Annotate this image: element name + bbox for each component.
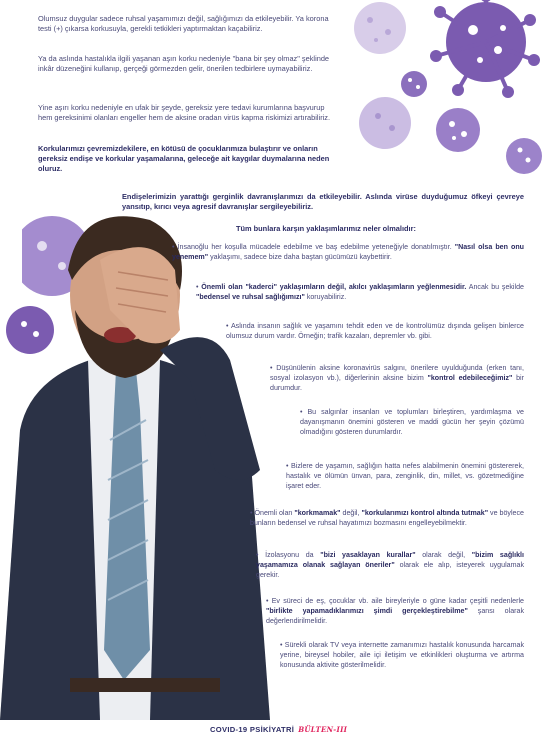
list-item: • İzolasyonu da "bizi yasaklayan kurallar" olarak değil, "bizim sağlıklı yaşamamıza olanak sağlayan öneriler" olarak ele alıp, isteyerek uygulamak gerekir. bbox=[256, 551, 524, 579]
intro-paragraph-5: Endişelerimizin yarattığı gerginlik davranışlarımızı da etkileyebilir. Aslında virüse duyduğumuz öfkeyi çevreye yansıtıp, kırıcı veya agresif davranışlar sergileyebiliriz. bbox=[122, 192, 524, 212]
list-item: • Önemli olan "korkmamak" değil, "korkularımızı kontrol altında tutmak" ve böylece bunların bedensel ve ruhsal hayatımızı bozmasını engelleyebilmektir. bbox=[250, 509, 524, 527]
section-heading: Tüm bunlara karşın yaklaşımlarımız neler olmalıdır: bbox=[236, 224, 416, 233]
list-item: • İnsanoğlu her koşulla mücadele edebilme ve baş edebilme yeteneğiyle donatılmıştır. "Nasıl olsa ben onu yenemem" yaklaşımı, sadece bize daha baştan gücümüzü kaybettirir. bbox=[172, 243, 524, 261]
list-item: • Sürekli olarak TV veya internette zamanımızı hastalık konusunda harcamak yerine, bireysel hobiler, aile içi iletişim ve etkinlikleri oluşturma ve artırma konusunda aktivite gösterilmelidir. bbox=[280, 641, 524, 669]
list-item: • Düşünülenin aksine koronavirüs salgını, önerilere uyulduğunda (erken tanı, sosyal izolasyon vb.), diğerlerinin aksine bizim "kontrol edebileceğimiz" bir durumdur. bbox=[270, 364, 524, 392]
virus-illustration-mid bbox=[428, 100, 488, 160]
virus-illustration-large bbox=[418, 0, 543, 110]
list-item: • Bizlere de yaşamın, sağlığın hatta nefes alabilmenin önemini göstererek, hastalık ve ölümün ünvan, para, zenginlik, din, millet, vs. gözetmediğine işaret eder. bbox=[286, 462, 524, 490]
list-item: • Bu salgınlar insanları ve toplumları birleştiren, yardımlaşma ve dayanışmanın önemini gösteren ve maddi gücün her şeyin çözümü olmadığını gösteren durumlardır. bbox=[300, 408, 524, 436]
intro-paragraph-1: Olumsuz duygular sadece ruhsal yaşamımızı değil, sağlığımızı da etkileyebilir. Ya korona testi (+) çıkarsa korkusuyla, gerekli tetkikleri yaptırmaktan kaçabiliriz. bbox=[38, 14, 329, 34]
virus-illustration-mid-light bbox=[350, 92, 420, 154]
virus-illustration-light-top bbox=[340, 0, 420, 70]
list-item: • Ev süreci de eş, çocuklar vb. aile bireyleriyle o güne kadar çeşitli nedenlerle "birlikte yapamadıklarımızı şimdi gerçekleştirebilme" şansı olarak değerlendirilmelidir. bbox=[266, 597, 525, 625]
intro-paragraph-3: Yine aşırı korku nedeniyle en ufak bir şeyde, gereksiz yere tedavi kurumlarına başvurup hem gereksinimi olanları engeller hem de aksine oradan virüs kapma riskimizi artırabiliriz. bbox=[38, 103, 331, 123]
list-item: • Önemli olan "kaderci" yaklaşımların değil, akılcı yaklaşımların yeğlenmesidir. Ancak bu şekilde "bedensel ve ruhsal sağlığımızı" koruyabiliriz. bbox=[196, 283, 524, 301]
footer-title: COVID-19 PSİKİYATRİ BÜLTEN-III bbox=[210, 725, 348, 734]
intro-paragraph-4: Korkularımızı çevremizdekilere, en kötüsü de çocuklarımıza bulaştırır ve onların gereksiz endişe ve korkular yaşamalarına, geleceğe ait kaygılar duymalarına neden oluruz. bbox=[38, 144, 330, 174]
virus-illustration-right bbox=[498, 132, 543, 180]
intro-paragraph-2: Ya da aslında hastalıkla ilgili yaşanan aşırı korku nedeniyle "bana bir şey olmaz" şeklinde inkâr düzeneğini kullanıp, gerçeği görmezden gelir, önerilen tedbirlere uymayabiliriz. bbox=[38, 54, 330, 74]
bulletin-tag: BÜLTEN-III bbox=[298, 725, 348, 734]
list-item: • Aslında insanın sağlık ve yaşamını tehdit eden ve de kontrolümüz dışında gelişen binlerce olumsuz durum vardır. Örneğin; trafik kazaları, depremler vb. gibi. bbox=[226, 322, 524, 340]
